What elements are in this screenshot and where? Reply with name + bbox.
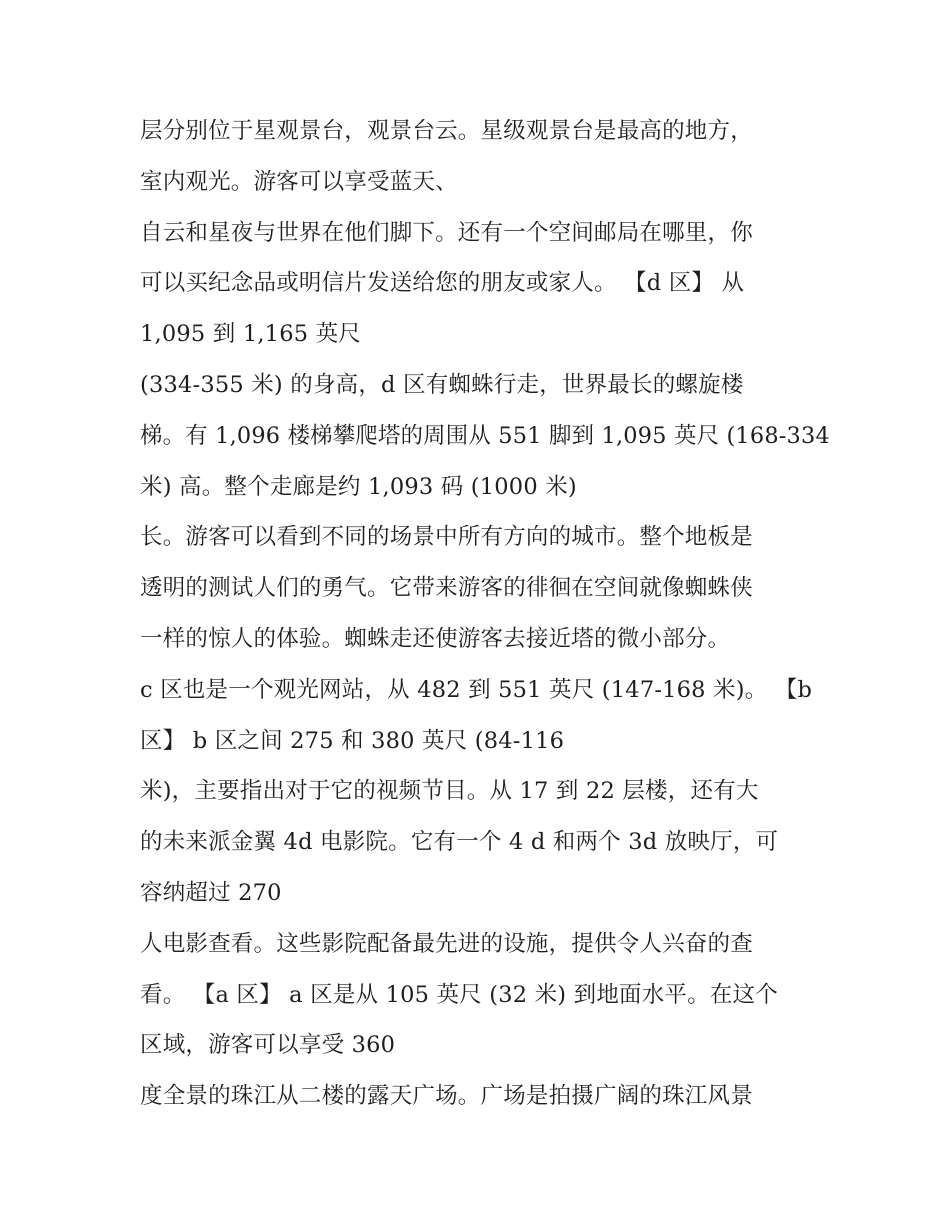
text-line: 米)，主要指出对于它的视频节目。从 17 到 22 层楼，还有大 xyxy=(140,778,759,805)
body-text xyxy=(140,106,830,1122)
text-line: c 区也是一个观光网站，从 482 到 551 英尺 (147-168 米)。 【b xyxy=(140,676,813,703)
text-line: 一样的惊人的体验。蜘蛛走还使游客去接近塔的微小部分。 xyxy=(140,625,731,652)
text-line: 层分别位于星观景台，观景台云。星级观景台是最高的地方， xyxy=(140,118,753,144)
text-line: 1,095 到 1,165 英尺 xyxy=(140,321,361,348)
text-line: 区】 b 区之间 275 和 380 英尺 (84-116 xyxy=(140,727,565,754)
text-line: 自云和星夜与世界在他们脚下。还有一个空间邮局在哪里，你 xyxy=(140,219,753,246)
text-line: 看。 【a 区】 a 区是从 105 英尺 (32 米) 到地面水平。在这个 xyxy=(140,981,778,1008)
text-line: 容纳超过 270 xyxy=(140,879,282,906)
text-line: 透明的测试人们的勇气。它带来游客的徘徊在空间就像蜘蛛侠 xyxy=(140,575,753,602)
text-line: 的未来派金翼 4d 电影院。它有一个 4 d 和两个 3d 放映厅，可 xyxy=(140,829,779,856)
text-line: 区域，游客可以享受 360 xyxy=(140,1032,396,1059)
text-line: 长。游客可以看到不同的场景中所有方向的城市。整个地板是 xyxy=(140,524,753,551)
text-line: 梯。有 1,096 楼梯攀爬塔的周围从 551 脚到 1,095 英尺 (168-334 xyxy=(140,422,830,449)
text-line: (334-355 米) 的身高，d 区有蜘蛛行走，世界最长的螺旋楼 xyxy=(140,371,744,398)
text-line: 米) 高。整个走廊是约 1,093 码 (1000 米) xyxy=(140,473,577,500)
text-line: 人电影查看。这些影院配备最先进的设施，提供令人兴奋的查 xyxy=(140,930,753,957)
text-line: 室内观光。游客可以享受蓝天、 xyxy=(140,168,458,195)
text-line: 度全景的珠江从二楼的露天广场。广场是拍摄广阔的珠江风景 xyxy=(140,1083,753,1110)
text-line: 可以买纪念品或明信片发送给您的朋友或家人。 【d 区】 从 xyxy=(140,270,745,297)
